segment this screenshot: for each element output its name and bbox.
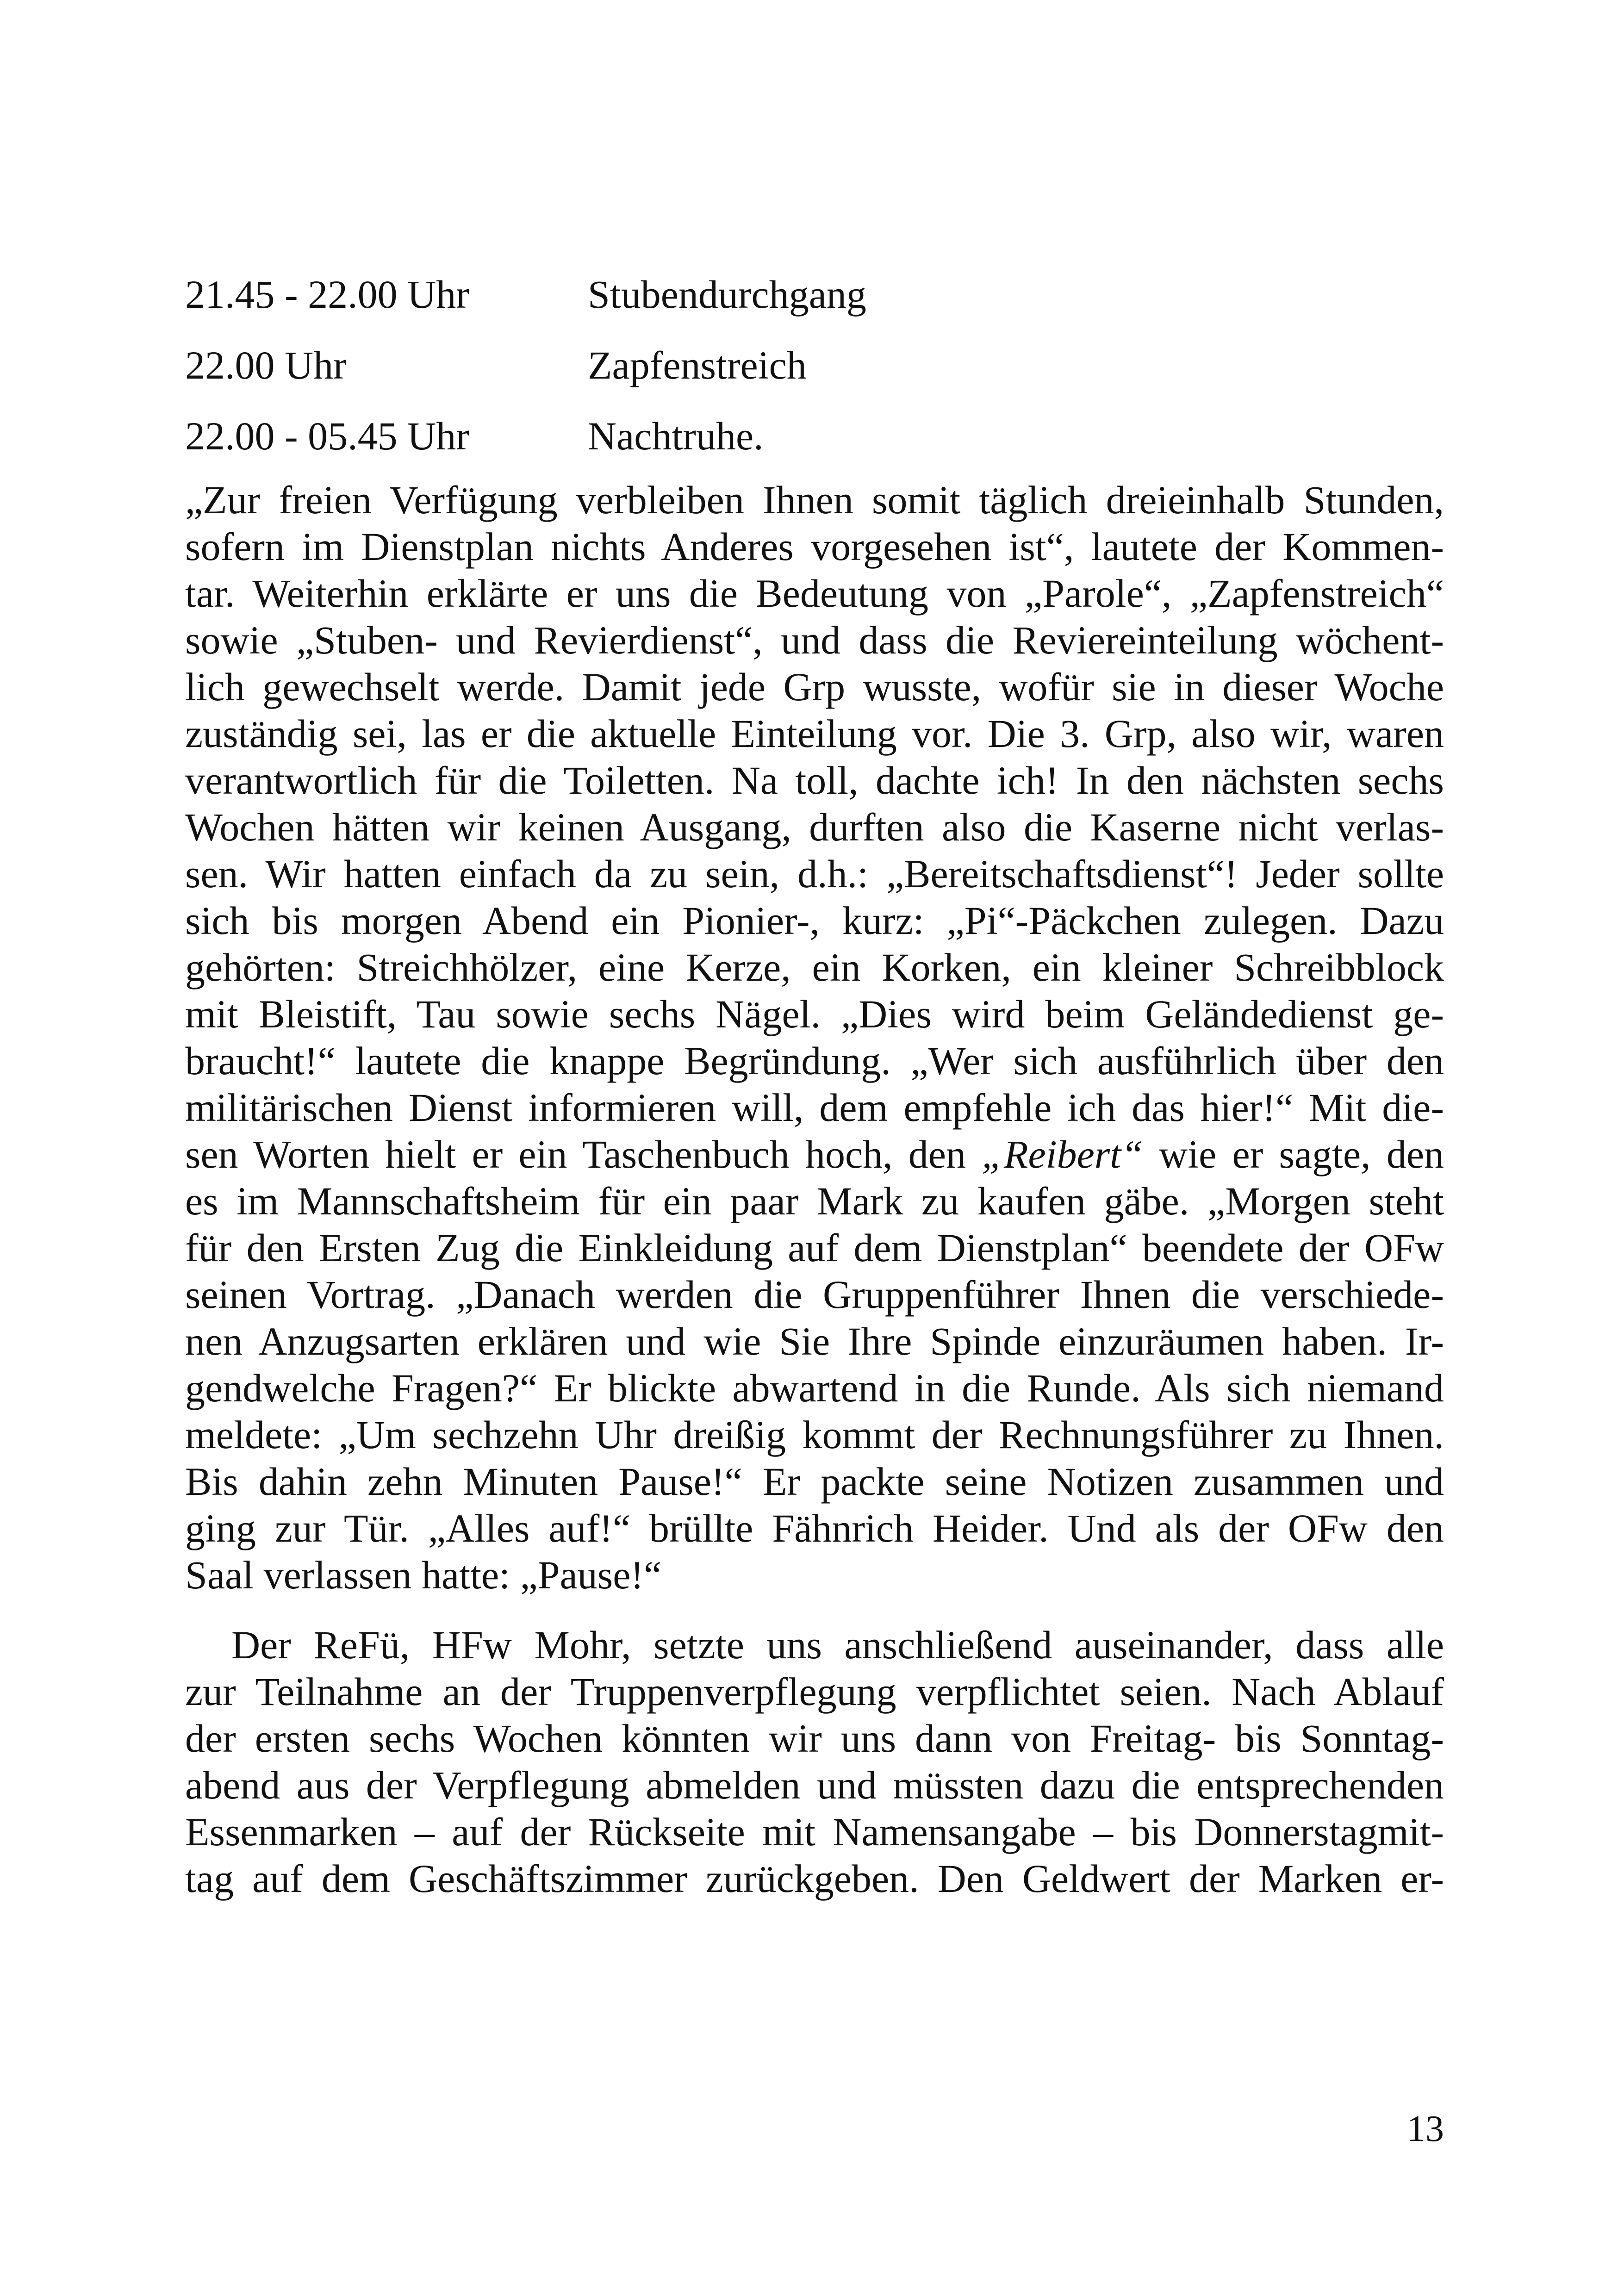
paragraph-2: [185, 1622, 1444, 1902]
text-line: zur Teilnahme an der Truppenverpflegung verpflichtet seien. Nach Ablauf: [185, 1669, 1444, 1714]
daily-schedule: [185, 259, 1435, 472]
text-line: zuständig sei, las er die aktuelle Einteilung vor. Die 3. Grp, also wir, waren: [185, 711, 1444, 756]
text-line: der ersten sechs Wochen könnten wir uns dann von Freitag- bis Sonntag-: [185, 1716, 1444, 1761]
text-line: gehörten: Streichhölzer, eine Kerze, ein Korken, ein kleiner Schreibblock: [185, 945, 1444, 989]
text-line: tar. Weiterhin erklärte er uns die Bedeutung von „Parole“, „Zapfenstreich“: [185, 571, 1444, 616]
text-line: Wochen hätten wir keinen Ausgang, durften also die Kaserne nicht verlas-: [185, 805, 1444, 849]
text-line: sich bis morgen Abend ein Pionier-, kurz: „Pi“-Päckchen zulegen. Dazu: [185, 898, 1444, 943]
text-line: lich gewechselt werde. Damit jede Grp wusste, wofür sie in dieser Woche: [185, 665, 1444, 709]
text-line: Bis dahin zehn Minuten Pause!“ Er packte seine Notizen zusammen und: [185, 1459, 1444, 1504]
schedule-row: [185, 330, 1435, 401]
text-line: sofern im Dienstplan nichts Anderes vorgesehen ist“, lautete der Kommen-: [185, 524, 1444, 569]
text-line: abend aus der Verpflegung abmelden und müssten dazu die entsprechenden: [185, 1763, 1444, 1807]
text-line: gendwelche Fragen?“ Er blickte abwartend in die Runde. Als sich niemand: [185, 1366, 1444, 1410]
text-line: Der ReFü, HFw Mohr, setzte uns anschließend auseinander, dass alle: [231, 1623, 1444, 1667]
text-line: es im Mannschaftsheim für ein paar Mark zu kaufen gäbe. „Morgen steht: [185, 1179, 1444, 1223]
schedule-row: [185, 401, 1435, 472]
text-segment: wie er sagte, den: [1143, 1132, 1444, 1176]
text-line: verantwortlich für die Toiletten. Na toll, dachte ich! In den nächsten sechs: [185, 758, 1444, 803]
body-text: [185, 477, 1444, 1902]
text-line: ging zur Tür. „Alles auf!“ brüllte Fähnrich Heider. Und als der OFw den: [185, 1506, 1444, 1550]
schedule-time: 21.45 - 22.00 Uhr: [185, 272, 469, 317]
schedule-row: [185, 259, 1435, 330]
text-line: seinen Vortrag. „Danach werden die Gruppenführer Ihnen die verschiede-: [185, 1272, 1444, 1317]
text-line: Saal verlassen hatte: „Pause!“: [185, 1553, 662, 1597]
text-line: mit Bleistift, Tau sowie sechs Nägel. „Dies wird beim Geländedienst ge-: [185, 992, 1444, 1036]
page-number: 13: [1407, 2109, 1444, 2149]
schedule-activity: Nachtruhe.: [588, 414, 764, 458]
text-line: militärischen Dienst informieren will, dem empfehle ich das hier!“ Mit die-: [185, 1085, 1444, 1130]
text-line: sowie „Stuben- und Revierdienst“, und dass die Reviereinteilung wöchent-: [185, 618, 1444, 662]
schedule-time: 22.00 - 05.45 Uhr: [185, 414, 469, 458]
text-line: für den Ersten Zug die Einkleidung auf dem Dienstplan“ beendete der OFw: [185, 1226, 1444, 1270]
text-line: tag auf dem Geschäftszimmer zurückgeben. Den Geldwert der Marken er-: [185, 1856, 1444, 1901]
text-line: braucht!“ lautete die knappe Begründung. „Wer sich ausführlich über den: [185, 1039, 1444, 1083]
paragraph-1: [185, 477, 1444, 1599]
text-line: sen. Wir hatten einfach da zu sein, d.h.: „Bereitschaftsdienst“! Jeder sollte: [185, 852, 1444, 896]
text-line: nen Anzugsarten erklären und wie Sie Ihre Spinde einzuräumen haben. Ir-: [185, 1319, 1444, 1363]
paragraph-gap: [185, 1599, 1444, 1622]
text-segment: sen Worten hielt er ein Taschenbuch hoch, den: [185, 1132, 982, 1176]
schedule-activity: Stubendurchgang: [588, 272, 866, 317]
text-line: „Zur freien Verfügung verbleiben Ihnen somit täglich dreieinhalb Stunden,: [185, 478, 1444, 522]
schedule-time: 22.00 Uhr: [185, 343, 347, 387]
text-line: Essenmarken – auf der Rückseite mit Namensangabe – bis Donnerstagmit-: [185, 1810, 1444, 1854]
text-line: meldete: „Um sechzehn Uhr dreißig kommt der Rechnungsführer zu Ihnen.: [185, 1412, 1444, 1457]
book-title-reibert: „Reibert“: [982, 1132, 1143, 1176]
schedule-activity: Zapfenstreich: [588, 343, 807, 387]
text-line-reibert: [185, 1131, 1444, 1178]
